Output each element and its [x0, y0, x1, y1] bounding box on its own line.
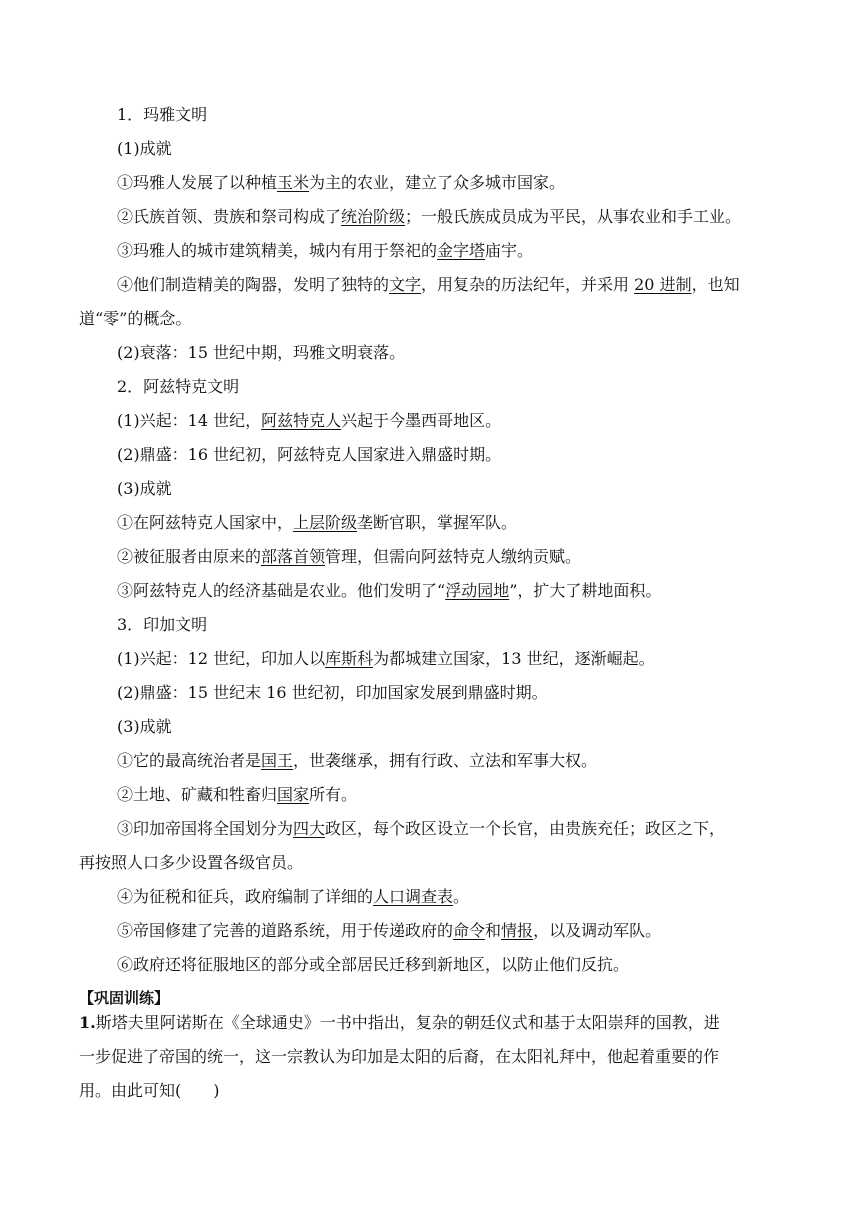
text-segment: 为主的农业，建立了众多城市国家。: [309, 173, 566, 192]
text-segment: ④他们制造精美的陶器，发明了独特的: [117, 275, 390, 294]
aztec-heading: [79, 370, 784, 403]
text-segment: ①它的最高统治者是: [117, 751, 262, 770]
text-segment: ，也知: [691, 275, 740, 294]
text-segment: (1)兴起：14 世纪，: [117, 411, 262, 430]
text-segment: 为都城建立国家，13 世纪，逐渐崛起。: [373, 649, 655, 668]
text-segment: 。: [453, 887, 470, 906]
maya-item-4-cont: [79, 302, 784, 335]
text-segment: 再按照人口多少设置各级官员。: [79, 853, 304, 872]
text-segment: 兴起于今墨西哥地区。: [341, 411, 502, 430]
aztec-item-3: [79, 574, 784, 607]
text-segment: (2)鼎盛：16 世纪初，阿兹特克人国家进入鼎盛时期。: [117, 445, 502, 464]
aztec-achievements-label: [79, 472, 784, 505]
inca-heading: [79, 608, 784, 641]
inca-peak: [79, 676, 784, 709]
blank-answer: 人口调查表: [373, 887, 454, 906]
text-segment: 庙宇。: [485, 241, 534, 260]
question-1-line-1: [79, 1006, 784, 1039]
maya-item-4: [79, 268, 784, 301]
maya-achievements-label: [79, 132, 784, 165]
text-segment: 1．玛雅文明: [117, 105, 208, 124]
text-segment: ；一般氏族成员成为平民，从事农业和手工业。: [405, 207, 742, 226]
text-segment: 3．印加文明: [117, 615, 208, 634]
blank-answer: 阿兹特克人: [261, 411, 342, 430]
text-segment: ④为征税和征兵，政府编制了详细的: [117, 887, 374, 906]
aztec-item-2: [79, 540, 784, 573]
inca-item-1: [79, 744, 784, 777]
text-segment: ②被征服者由原来的: [117, 547, 262, 566]
blank-answer: 上层阶级: [293, 513, 358, 532]
text-segment: ”，扩大了耕地面积。: [509, 581, 662, 600]
inca-item-6: [79, 948, 784, 981]
maya-heading: [79, 98, 784, 131]
blank-answer: 情报: [501, 921, 534, 940]
text-segment: (2)衰落：15 世纪中期，玛雅文明衰落。: [117, 343, 406, 362]
inca-achievements-label: [79, 710, 784, 743]
inca-item-3-cont: [79, 846, 784, 879]
text-segment: (2)鼎盛：15 世纪末 16 世纪初，印加国家发展到鼎盛时期。: [117, 683, 548, 702]
text-segment: 垄断官职，掌握军队。: [357, 513, 518, 532]
text-segment: 所有。: [309, 785, 358, 804]
text-segment: 【巩固训练】: [79, 989, 170, 1007]
text-segment: (3)成就: [117, 717, 172, 736]
text-segment: ，世袭继承，拥有行政、立法和军事大权。: [293, 751, 598, 770]
text-segment: ⑤帝国修建了完善的道路系统，用于传递政府的: [117, 921, 454, 940]
inca-item-2: [79, 778, 784, 811]
blank-answer: 库斯科: [325, 649, 374, 668]
blank-answer: 浮动园地: [445, 581, 510, 600]
text-segment: 道“零”的概念。: [79, 309, 192, 328]
maya-item-2: [79, 200, 784, 233]
blank-answer: 四大: [293, 819, 326, 838]
text-segment: 管理，但需向阿兹特克人缴纳贡赋。: [325, 547, 582, 566]
text-segment: ②氏族首领、贵族和祭司构成了: [117, 207, 342, 226]
aztec-rise: [79, 404, 784, 437]
text-segment: (1)兴起：12 世纪，印加人以: [117, 649, 326, 668]
blank-answer: 玉米: [277, 173, 310, 192]
text-segment: ②土地、矿藏和牲畜归: [117, 785, 278, 804]
text-segment: ①玛雅人发展了以种植: [117, 173, 278, 192]
text-segment: 政区，每个政区设立一个长官，由贵族充任；政区之下，: [325, 819, 726, 838]
inca-item-5: [79, 914, 784, 947]
blank-answer: 金字塔: [437, 241, 486, 260]
maya-item-1: [79, 166, 784, 199]
blank-answer: 国王: [261, 751, 294, 770]
blank-answer: 20 进制: [634, 275, 692, 294]
aztec-item-1: [79, 506, 784, 539]
text-segment: ③印加帝国将全国划分为: [117, 819, 294, 838]
aztec-peak: [79, 438, 784, 471]
maya-item-3: [79, 234, 784, 267]
question-number: 1.: [79, 1013, 96, 1032]
text-segment: ⑥政府还将征服地区的部分或全部居民迁移到新地区，以防止他们反抗。: [117, 955, 630, 974]
text-segment: ，以及调动军队。: [533, 921, 662, 940]
question-1-line-2: [79, 1040, 784, 1073]
inca-rise: [79, 642, 784, 675]
text-segment: (3)成就: [117, 479, 172, 498]
text-segment: 2．阿兹特克文明: [117, 377, 240, 396]
text-segment: ①在阿兹特克人国家中，: [117, 513, 294, 532]
inca-item-4: [79, 880, 784, 913]
question-1-line-3: [79, 1074, 784, 1107]
text-segment: 用。由此可知( ): [79, 1081, 220, 1100]
maya-decline: [79, 336, 784, 369]
text-segment: ③阿兹特克人的经济基础是农业。他们发明了“: [117, 581, 446, 600]
text-segment: ③玛雅人的城市建筑精美，城内有用于祭祀的: [117, 241, 438, 260]
text-segment: 一步促进了帝国的统一，这一宗教认为印加是太阳的后裔，在太阳礼拜中，他起着重要的作: [79, 1047, 720, 1066]
blank-answer: 文字: [389, 275, 422, 294]
blank-answer: 国家: [277, 785, 310, 804]
blank-answer: 命令: [453, 921, 486, 940]
inca-item-3: [79, 812, 784, 845]
text-segment: 和: [485, 921, 502, 940]
text-segment: 斯塔夫里阿诺斯在《全球通史》一书中指出，复杂的朝廷仪式和基于太阳崇拜的国教，进: [95, 1013, 720, 1032]
text-segment: ，用复杂的历法纪年，并采用: [421, 275, 635, 294]
text-segment: (1)成就: [117, 139, 172, 158]
blank-answer: 部落首领: [261, 547, 326, 566]
blank-answer: 统治阶级: [341, 207, 406, 226]
